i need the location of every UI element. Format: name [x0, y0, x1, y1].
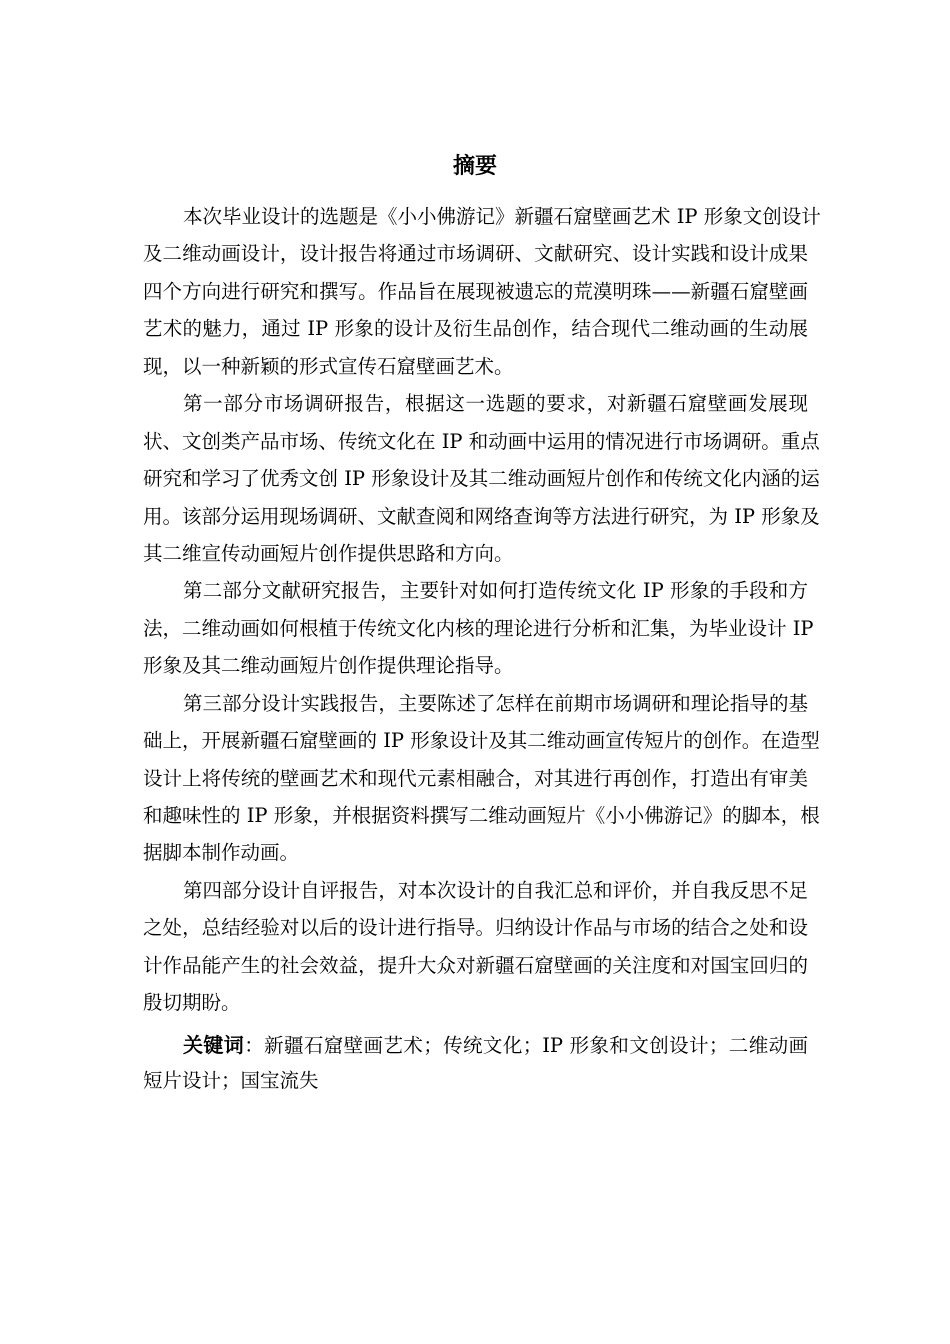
paragraph: [143, 872, 808, 1022]
paragraph-line: 和趣味性的 IP 形象，并根据资料撰写二维动画短片《小小佛游记》的脚本，根: [143, 804, 820, 827]
paragraph-line: 第四部分设计自评报告，对本次设计的自我汇总和评价，并自我反思不足: [183, 878, 808, 902]
paragraph-line: 用。该部分运用现场调研、文献查阅和网络查询等方法进行研究，为 IP 形象及: [143, 504, 820, 528]
paragraph-line: 础上，开展新疆石窟壁画的 IP 形象设计及其二维动画宣传短片的创作。在造型: [143, 729, 820, 753]
keywords-line-2: 短片设计；国宝流失: [143, 1069, 319, 1092]
keywords-text-1: ：新疆石窟壁画艺术；传统文化；IP 形象和文创设计；二维动画: [244, 1034, 808, 1057]
paragraph-line: 法，二维动画如何根植于传统文化内核的理论进行分析和汇集，为毕业设计 IP: [143, 616, 814, 640]
paragraph-line: 殷切期盼。: [143, 991, 241, 1015]
paragraph-line: 及二维动画设计，设计报告将通过市场调研、文献研究、设计实践和设计成果: [143, 242, 808, 266]
paragraph-line: 之处，总结经验对以后的设计进行指导。归纳设计作品与市场的结合之处和设: [143, 916, 808, 940]
paragraph-line: 四个方向进行研究和撰写。作品旨在展现被遗忘的荒漠明珠——新疆石窟壁画: [143, 279, 808, 303]
paragraph: [143, 198, 821, 385]
keywords-label: 关键词: [183, 1033, 245, 1057]
paragraph-line: 艺术的魅力，通过 IP 形象的设计及衍生品创作，结合现代二维动画的生动展: [143, 317, 808, 341]
keywords-line-1: [143, 1028, 808, 1063]
paragraph-line: 研究和学习了优秀文创 IP 形象设计及其二维动画短片创作和传统文化内涵的运: [143, 467, 820, 491]
keywords-section: [143, 1028, 808, 1098]
paragraph-line: 据脚本制作动画。: [143, 841, 300, 865]
paragraph-line: 第三部分设计实践报告，主要陈述了怎样在前期市场调研和理论指导的基: [183, 691, 808, 715]
paragraph-line: 现，以一种新颖的形式宣传石窟壁画艺术。: [143, 354, 514, 378]
paragraph-line: 第一部分市场调研报告，根据这一选题的要求，对新疆石窟壁画发展现: [183, 392, 808, 416]
abstract-title: 摘要: [452, 154, 497, 179]
paragraph-line: 其二维宣传动画短片创作提供思路和方向。: [143, 541, 514, 565]
paragraph: [143, 685, 820, 872]
paragraph-line: 形象及其二维动画短片创作提供理论指导。: [143, 654, 514, 678]
paragraph-line: 设计上将传统的壁画艺术和现代元素相融合，对其进行再创作，打造出有审美: [143, 766, 808, 790]
abstract-body: [143, 198, 821, 1022]
paragraph: [143, 385, 820, 572]
paragraph-line: 状、文创类产品市场、传统文化在 IP 和动画中运用的情况进行市场调研。重点: [143, 429, 820, 453]
paragraph: [143, 572, 814, 684]
paragraph-line: 本次毕业设计的选题是《小小佛游记》新疆石窟壁画艺术 IP 形象文创设计: [183, 205, 821, 228]
paragraph-line: 第二部分文献研究报告，主要针对如何打造传统文化 IP 形象的手段和方: [183, 579, 808, 603]
paragraph-line: 计作品能产生的社会效益，提升大众对新疆石窟壁画的关注度和对国宝回归的: [143, 953, 808, 977]
